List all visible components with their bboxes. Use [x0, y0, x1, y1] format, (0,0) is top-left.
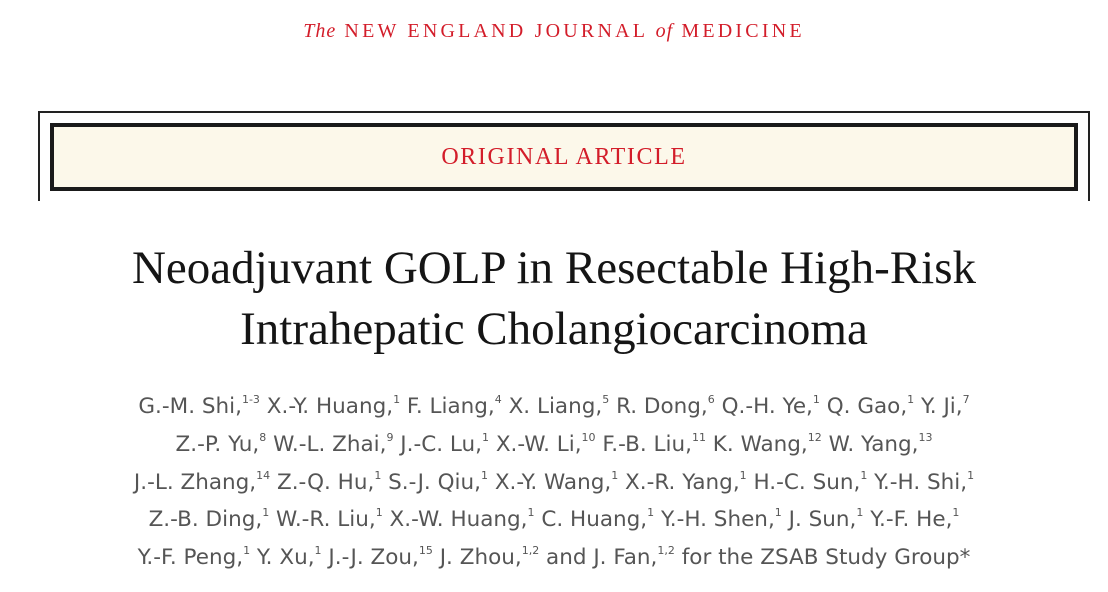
- author-name: Y.-H. Shen,: [660, 507, 775, 533]
- author-affiliation: 1: [860, 468, 868, 482]
- author-name: Y. Ji,: [921, 394, 963, 419]
- author-affiliation: 13: [918, 430, 933, 444]
- author-name: F.-B. Liu,: [602, 431, 692, 457]
- author-affiliation: 5: [602, 393, 610, 406]
- author-affiliation: 4: [494, 393, 502, 406]
- author-name: Z.-B. Ding,: [148, 507, 263, 533]
- author-name: X.-Y. Wang,: [494, 469, 612, 495]
- author-line-1: [0, 388, 1108, 426]
- author-affiliation: 1: [739, 468, 747, 482]
- author-line-5: [0, 539, 1108, 577]
- author-name: W. Yang,: [828, 431, 919, 457]
- study-group: for the ZSAB Study Group*: [681, 545, 971, 571]
- author-affiliation: 1: [952, 506, 960, 520]
- author-affiliation: 6: [707, 393, 715, 406]
- author-name: X.-R. Yang,: [625, 469, 740, 495]
- author-name: R. Dong,: [616, 394, 708, 419]
- author-affiliation: 14: [256, 468, 271, 482]
- author-affiliation: 1,2: [657, 544, 675, 558]
- author-name: Y.-H. Shi,: [874, 469, 968, 495]
- author-name: S.-J. Qiu,: [388, 469, 481, 495]
- author-name: J.-J. Zou,: [328, 545, 419, 571]
- author-name: and J. Fan,: [546, 545, 658, 571]
- author-name: C. Huang,: [541, 507, 648, 533]
- author-name: Z.-P. Yu,: [175, 431, 260, 457]
- author-affiliation: 1: [375, 506, 383, 520]
- article-type-label: ORIGINAL ARTICLE: [441, 143, 687, 170]
- author-name: F. Liang,: [406, 394, 495, 419]
- author-affiliation: 1: [243, 544, 251, 558]
- author-line-2: [0, 426, 1108, 464]
- author-affiliation: 1: [480, 468, 488, 482]
- author-name: W.-R. Liu,: [276, 507, 376, 533]
- masthead-name-part1: NEW ENGLAND JOURNAL: [344, 20, 648, 42]
- author-affiliation: 10: [581, 430, 596, 444]
- author-affiliation: 1: [647, 506, 655, 520]
- author-affiliation: 7: [962, 393, 970, 406]
- frame-left-rule: [38, 111, 40, 201]
- article-title: [0, 238, 1108, 360]
- author-name: X.-W. Huang,: [389, 507, 528, 533]
- author-affiliation: 1: [393, 393, 401, 406]
- author-affiliation: 1: [527, 506, 535, 520]
- author-name: Q.-H. Ye,: [721, 394, 813, 419]
- author-line-4: [0, 501, 1108, 539]
- author-line-3: [0, 464, 1108, 502]
- author-name: Y.-F. He,: [870, 507, 953, 533]
- author-affiliation: 15: [418, 544, 433, 558]
- author-name: Y.-F. Peng,: [137, 545, 244, 571]
- author-affiliation: 1: [774, 506, 782, 520]
- author-affiliation: 8: [259, 430, 267, 444]
- author-name: X.-Y. Huang,: [266, 394, 394, 419]
- author-name: Z.-Q. Hu,: [276, 469, 375, 495]
- title-line-2: Intrahepatic Cholangiocarcinoma: [240, 303, 868, 355]
- masthead-name-part2: MEDICINE: [681, 20, 805, 42]
- author-affiliation: 12: [807, 430, 822, 444]
- masthead-the: The: [303, 20, 337, 42]
- author-affiliation: 1: [481, 430, 489, 444]
- author-name: W.-L. Zhai,: [273, 431, 387, 457]
- author-name: X. Liang,: [508, 394, 603, 419]
- author-affiliation: 1: [812, 393, 820, 406]
- author-name: J.-C. Lu,: [400, 431, 482, 457]
- author-affiliation: 1: [611, 468, 619, 482]
- author-name: Q. Gao,: [826, 394, 908, 419]
- author-name: K. Wang,: [712, 431, 808, 457]
- author-name: H.-C. Sun,: [753, 469, 861, 495]
- author-affiliation: 1: [967, 468, 975, 482]
- author-name: J.-L. Zhang,: [133, 469, 257, 495]
- author-affiliation: 1: [907, 393, 915, 406]
- author-affiliation: 1: [262, 506, 270, 520]
- author-affiliation: 1: [314, 544, 322, 558]
- title-line-1: Neoadjuvant GOLP in Resectable High-Risk: [131, 242, 977, 294]
- author-name: J. Sun,: [788, 507, 857, 533]
- author-name: X.-W. Li,: [495, 431, 582, 457]
- author-affiliation: 1-3: [241, 393, 260, 406]
- author-name: Y. Xu,: [256, 545, 315, 571]
- article-type-banner: [50, 123, 1078, 191]
- frame-right-rule: [1088, 111, 1090, 201]
- frame-top-rule: [38, 111, 1090, 113]
- author-affiliation: 1: [856, 506, 864, 520]
- masthead-of: of: [655, 20, 674, 42]
- author-affiliation: 1,2: [521, 544, 540, 558]
- author-affiliation: 11: [691, 430, 706, 444]
- author-affiliation: 9: [386, 430, 394, 444]
- author-name: G.-M. Shi,: [138, 394, 242, 419]
- author-affiliation: 1: [374, 468, 382, 482]
- author-name: J. Zhou,: [439, 545, 522, 571]
- journal-masthead: [0, 20, 1108, 43]
- author-list: [0, 388, 1108, 577]
